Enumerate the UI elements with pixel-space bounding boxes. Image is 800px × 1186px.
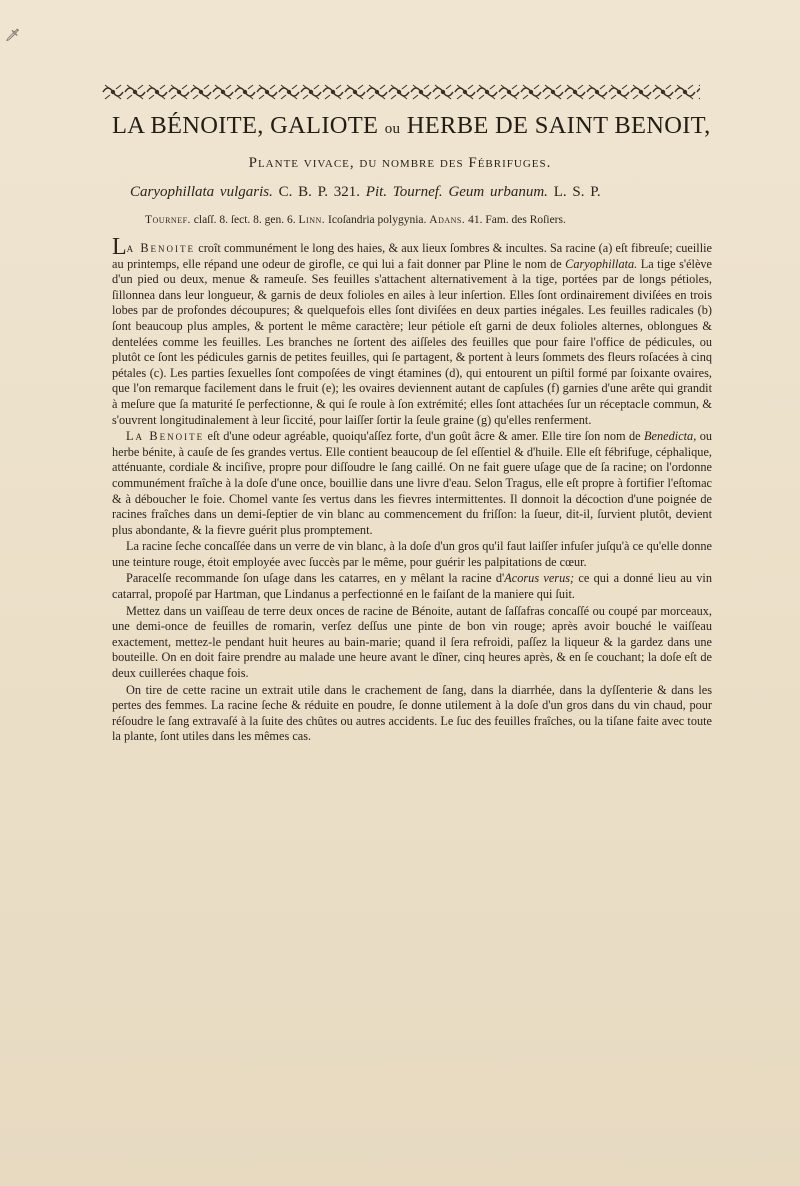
synonym-pit: Pit. <box>365 184 388 200</box>
subtitle: Plante vivace, du nombre des Fébrifuges. <box>248 155 552 171</box>
drop-cap: L <box>112 234 127 260</box>
classif-tournef-text: claſſ. 8. ſect. 8. gen. 6. <box>193 214 296 226</box>
paragraph-1 <box>112 234 713 428</box>
title-main: LA BÉNOITE, GALIOTE <box>112 112 379 139</box>
classification-line <box>145 214 745 226</box>
classif-adans-text: 41. Fam. des Roſiers. <box>468 214 566 226</box>
p4-italic: Acorus verus; <box>504 571 575 586</box>
paragraph-5: Mettez dans un vaiſſeau de terre deux onces de racine de Bénoite, autant de ſaſſafras concaſſé ou coupé par morceaux, une demi-once de feuilles de romarin, verſez deſſus une pinte de bon vin rouge; après avoir bouché le vaiſſeau exactement, mettez-le pendant huit heures au bain-marie; quand il ſera refroidi, paſſez la liqueur & la gardez dans une bouteille. On en doit faire prendre au malade une heure avant le dîner, cinq heures après, & en ſe couchant; la doſe eſt de deux cuillerées chaque fois. <box>112 603 712 681</box>
body-text <box>112 234 713 746</box>
paragraph-6: On tire de cette racine un extrait utile dans le crachement de ſang, dans la diarrhée, dans la dyſſenterie & dans les pertes des femmes. La racine ſeche & réduite en poudre, ſe donne utilement à la doſe d'un gros dans du vin chaud, pour réſoudre le ſang extravaſé à la ſuite des chûtes ou autres accidents. Le ſuc des feuilles fraîches, ou la tiſane faite avec toute la plante, ſont utiles dans les mêmes cas. <box>112 682 712 744</box>
p1-caps: a Benoite <box>126 241 196 255</box>
classif-tournef: Tournef. <box>145 214 191 226</box>
paragraph-3: La racine ſeche concaſſée dans un verre de vin blanc, à la doſe d'un gros qu'il faut laiſſer infuſer juſqu'à ce qu'elle donne une teinture rouge, étoit employée avec ſuccès par le même, pour guérir les palpitations de cœur. <box>112 539 712 569</box>
synonyms-line <box>130 184 730 201</box>
p1-text2: La tige s'élève d'un pied ou deux, menue & rameuſe. Ses feuilles s'attachent alternativement à la tige, portées par de longs pétioles, ſillonnea dans leur longueur, & garnis de deux folioles en ailes à leur inſertion. Elles ſont ordinairement diviſées en trois lobes par de profondes découpures; & quelquefois elles ſont diviſées en deux parties inégales. Les feuilles radicales (b) ſont beaucoup plus amples, & portent le même caractère; leur pétiole eſt garni de deux folioles alternes, oblongues & dentelées comme les feuilles. Les branches ne ſortent des aiſſeles des feuilles que pour faire l'office de pédicules, ou plutôt ce ſont les pédicules garnis de petites feuilles, qui ſe partagent, & portent à leurs ſommets des fleurs roſacées à cinq pétales (c). Les parties ſexuelles ſont compoſées de vingt étamines (d), qui entourent un piſtil formé par ſoixante ovaires, que l'on remarque facilement dans le fruit (e); les ovaires deviennent autant de capſules (f) garnies d'une arête qui grandit à meſure que ſa maturité ſe perfectionne, & qui ſe roule à ſon extrémité; elles ſont attachées ſur un réceptacle commun, & s'ouvrent longitudinalement à leur ſiccité, pour laiſſer ſortir la ſeule graine (g) qu'elles renferment. <box>112 256 713 427</box>
paragraph-4 <box>112 571 712 602</box>
p4-text: Paracelſe recommande ſon uſage dans les catarres, en y mêlant la racine d' <box>126 571 505 586</box>
p4-text2: ce qui a donné lieu au vin catarral, propoſé par Hartman, que Lindanus a perfectionné en le faiſant de la maniere qui ſuit. <box>112 571 712 602</box>
classif-linn: Linn. <box>298 214 326 226</box>
synonym-tournef: Tournef. <box>392 184 443 200</box>
synonym-name: Caryophillata vulgaris. <box>130 184 273 200</box>
p1-text: croît communément le long des haies, & aux lieux ſombres & incultes. Sa racine (a) eſt fibreuſe; cueillie au printemps, elle répand une odeur de girofle, ce qui lui a fait donner par Pline le nom de <box>112 241 713 271</box>
title-ou: ou <box>384 121 401 137</box>
classif-adans: Adans. <box>429 214 466 226</box>
decorative-border-ornament <box>102 82 700 102</box>
synonym-geum: Geum urbanum. <box>448 184 548 200</box>
synonym-ref1: C. B. P. 321. <box>278 184 361 200</box>
p1-italic: Caryophillata. <box>565 256 638 271</box>
p2-text2: ou herbe bénite, à cauſe de ſes grandes vertus. Elle contient beaucoup de ſel eſſentiel & d'huile. Elle eſt fébrifuge, céphalique, atténuante, cordiale & inciſive, propre pour diſſoudre le ſang caillé. On ne fait guere uſage que de ſa racine; on l'ordonne communément fraîche à la doſe d'une once, bouillie dans une livre d'eau. Selon Tragus, elle eſt propre à fortifier l'eſtomac & à déboucher le foie. Chomel vante ſes vertus dans les fievres intermittentes. Il donnoit la décoction d'une poignée de racines fraîches dans un demi-ſeptier de vin blanc au commencement du friſſon: la ſueur, dit-il, ſurvient plutôt, devient plus abondante, & la fievre guérit plus promptement. <box>112 429 713 537</box>
synonym-ref2: L. S. P. <box>553 184 601 200</box>
p2-italic: Benedicta, <box>644 429 697 444</box>
page-title <box>112 112 711 140</box>
title-rest: HERBE DE SAINT BENOIT, <box>406 112 711 139</box>
paragraph-2 <box>112 429 712 538</box>
p2-caps: La Benoite <box>126 429 205 444</box>
pin-mark-icon: 🗡 <box>5 28 21 42</box>
classif-linn-text: Icoſandria polygynia. <box>328 214 427 226</box>
p2-text: eſt d'une odeur agréable, quoiqu'aſſez forte, d'un goût âcre & amer. Elle tire ſon nom de <box>207 429 641 444</box>
